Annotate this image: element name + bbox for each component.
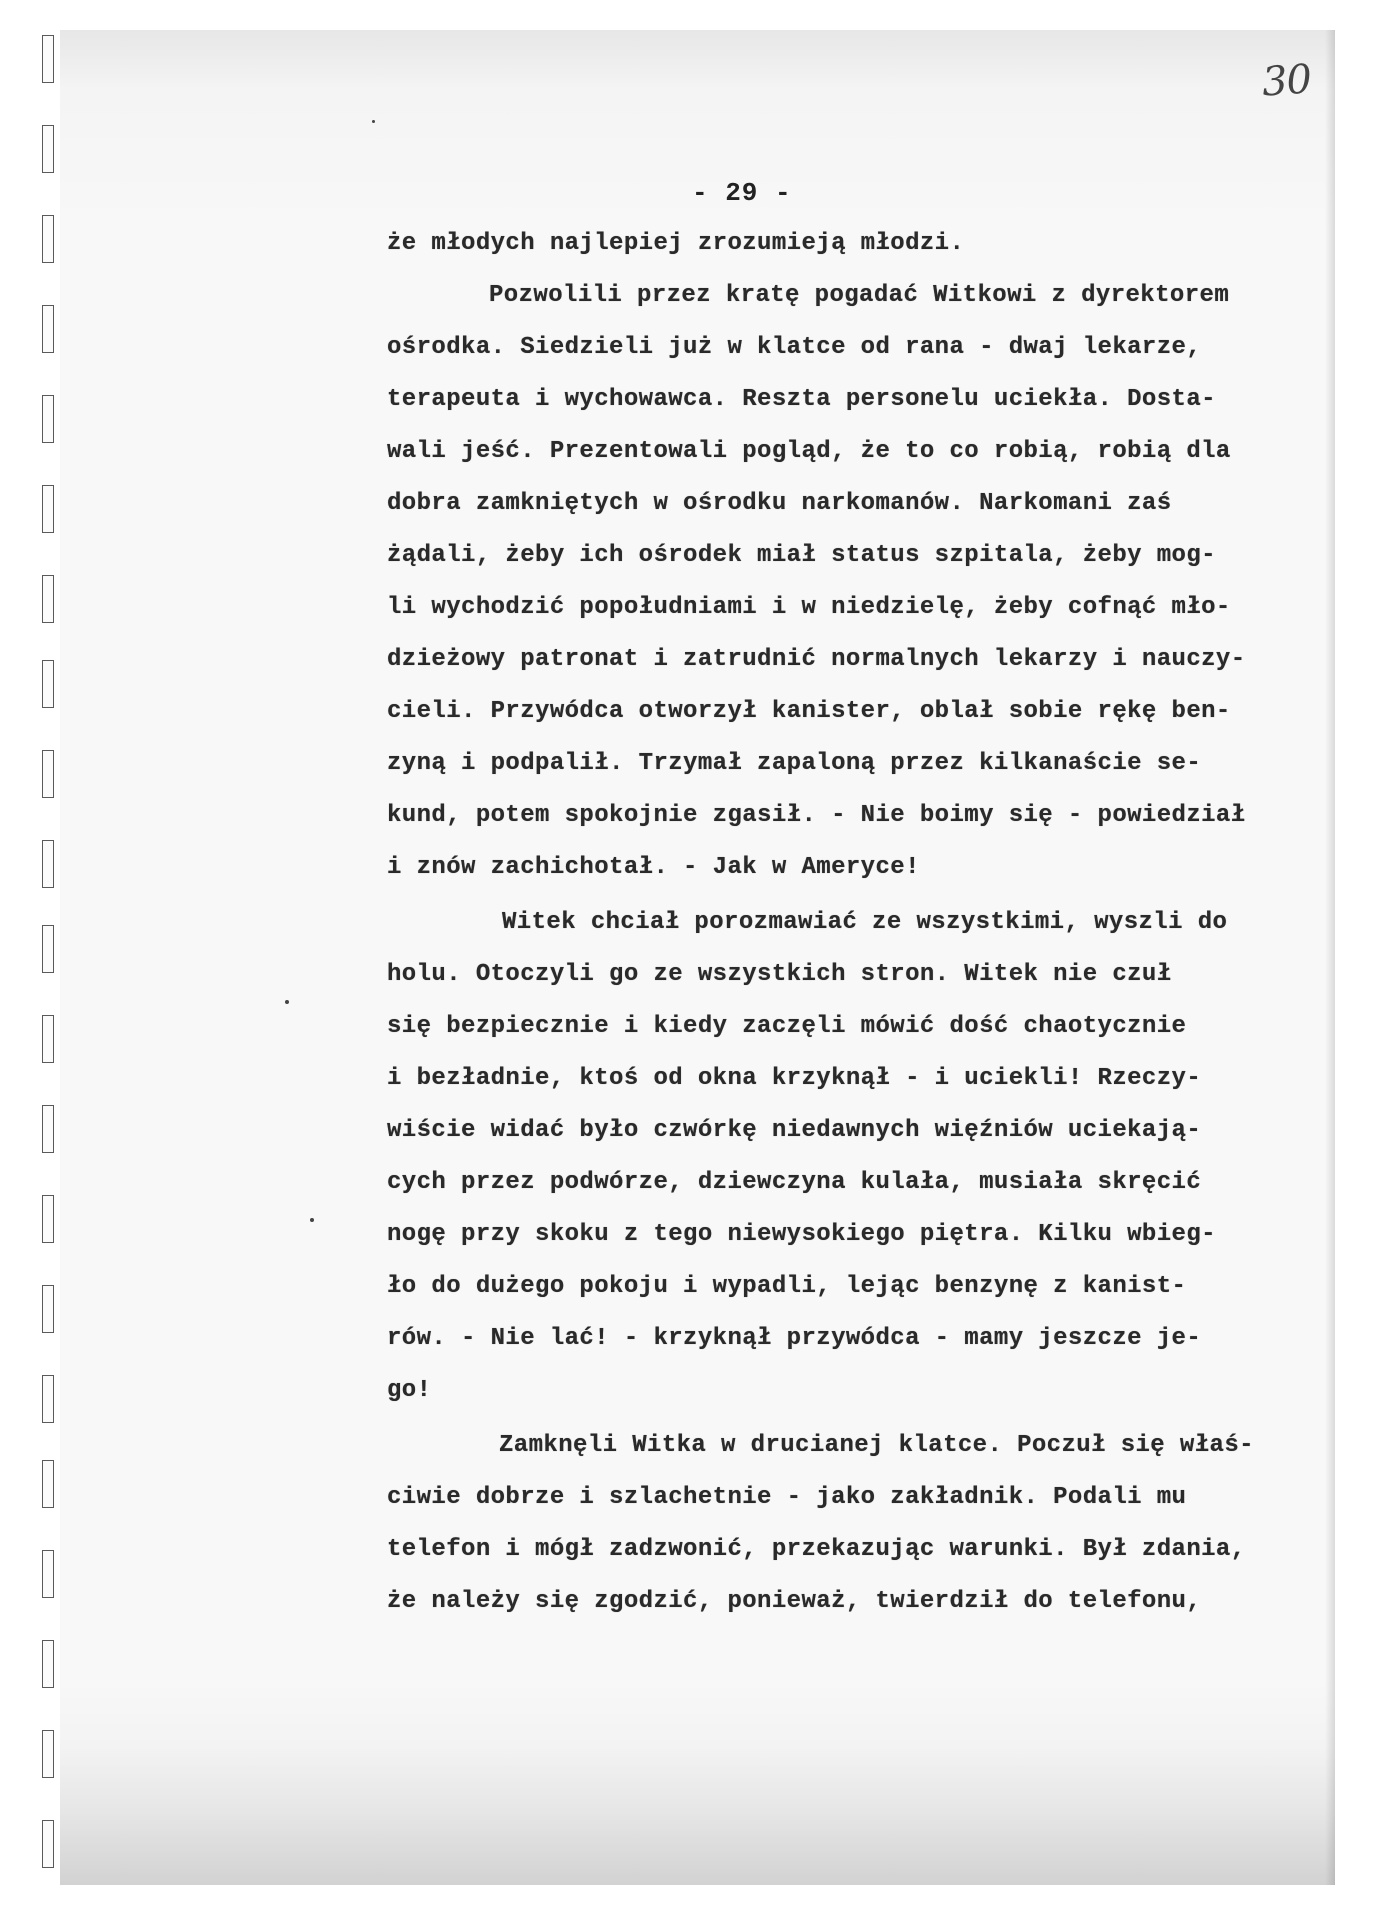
text-line: ło do dużego pokoju i wypadli, lejąc benzynę z kanist-: [387, 1273, 1187, 1300]
text-line: że młodych najlepiej zrozumieją młodzi.: [387, 230, 965, 257]
text-line: holu. Otoczyli go ze wszystkich stron. Witek nie czuł: [387, 961, 1172, 988]
handwritten-folio-number: 30: [1260, 56, 1313, 106]
text-line: cieli. Przywódca otworzył kanister, oblał sobie rękę ben-: [387, 698, 1231, 725]
text-line: ośrodka. Siedzieli już w klatce od rana - dwaj lekarze,: [387, 334, 1202, 361]
text-line: go!: [387, 1377, 432, 1404]
text-line: żądali, żeby ich ośrodek miał status szpitala, żeby mog-: [387, 542, 1216, 569]
text-line: Zamknęli Witka w drucianej klatce. Poczuł się właś-: [499, 1432, 1254, 1459]
text-line: Witek chciał porozmawiać ze wszystkimi, wyszli do: [502, 909, 1228, 936]
text-line: li wychodzić popołudniami i w niedzielę, żeby cofnąć mło-: [387, 594, 1231, 621]
text-line: się bezpiecznie i kiedy zaczęli mówić dość chaotycznie: [387, 1013, 1187, 1040]
text-line: wali jeść. Prezentowali pogląd, że to co robią, robią dla: [387, 438, 1231, 465]
text-line: kund, potem spokojnie zgasił. - Nie boimy się - powiedział: [387, 802, 1246, 829]
text-line: cych przez podwórze, dziewczyna kulała, musiała skręcić: [387, 1169, 1202, 1196]
text-line: że należy się zgodzić, ponieważ, twierdził do telefonu,: [387, 1588, 1202, 1615]
text-line: telefon i mógł zadzwonić, przekazując warunki. Był zdania,: [387, 1536, 1246, 1563]
text-line: zyną i podpalił. Trzymał zapaloną przez kilkanaście se-: [387, 750, 1202, 777]
text-line: nogę przy skoku z tego niewysokiego piętra. Kilku wbieg-: [387, 1221, 1216, 1248]
text-line: terapeuta i wychowawca. Reszta personelu uciekła. Dosta-: [387, 386, 1216, 413]
text-line: ciwie dobrze i szlachetnie - jako zakładnik. Podali mu: [387, 1484, 1187, 1511]
text-line: Pozwolili przez kratę pogadać Witkowi z dyrektorem: [489, 282, 1230, 309]
text-line: dobra zamkniętych w ośrodku narkomanów. Narkomani zaś: [387, 490, 1172, 517]
text-line: wiście widać było czwórkę niedawnych więźniów uciekają-: [387, 1117, 1202, 1144]
text-line: i bezładnie, ktoś od okna krzyknął - i uciekli! Rzeczy-: [387, 1065, 1202, 1092]
page-number: - 29 -: [692, 178, 792, 208]
text-line: rów. - Nie lać! - krzyknął przywódca - mamy jeszcze je-: [387, 1325, 1202, 1352]
text-line: i znów zachichotał. - Jak w Ameryce!: [387, 854, 920, 881]
text-line: dzieżowy patronat i zatrudnić normalnych lekarzy i nauczy-: [387, 646, 1246, 673]
